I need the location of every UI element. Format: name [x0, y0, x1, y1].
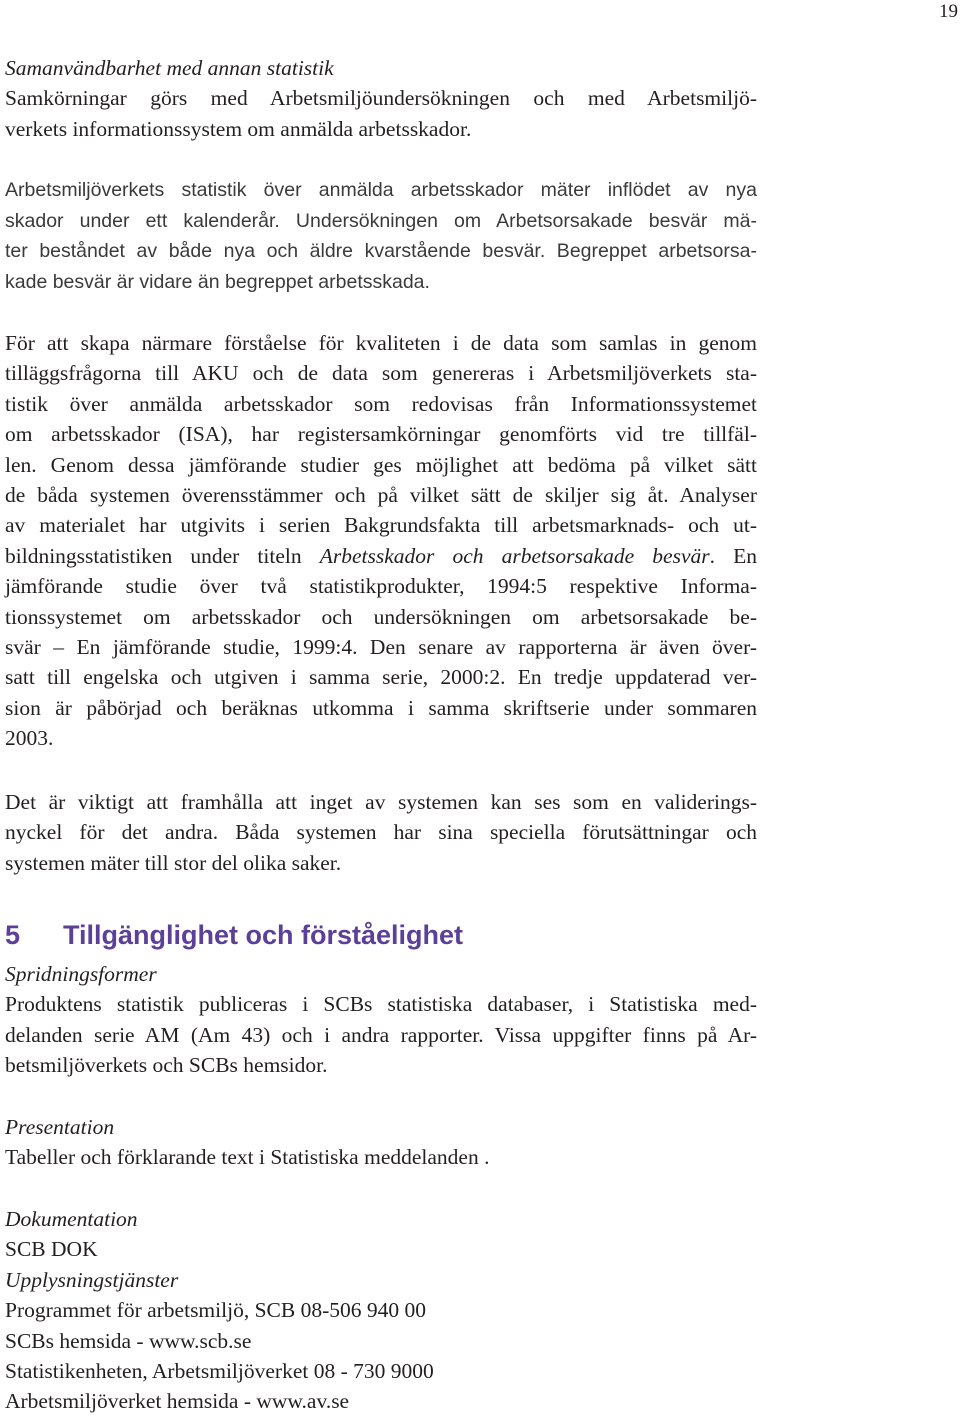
text-line: delanden serie AM (Am 43) och i andra rapporter. Vissa uppgifter finns på Ar- [5, 1022, 757, 1047]
text-line: tistik över anmälda arbetsskador som redovisas från Informationssystemet [5, 391, 757, 416]
text-line: SCB DOK [5, 1237, 98, 1262]
section-spridningsformer [5, 959, 757, 1081]
text-line: Arbetsmiljöverkets statistik över anmälda arbetsskador mäter inflödet av nya [5, 179, 757, 201]
subheading-dokumentation: Dokumentation [5, 1207, 138, 1231]
text-line: svär – En jämförande studie, 1999:4. Den senare av rapporterna är även över- [5, 634, 757, 659]
contact-line: SCBs hemsida - www.scb.se [5, 1328, 252, 1353]
text-line: tionssystemet om arbetsskador och undersökningen om arbetsorsakade be- [5, 604, 757, 629]
subheading-samanvandbarhet: Samanvändbarhet med annan statistik [5, 56, 334, 80]
text-line: av materialet har utgivits i serien Bakgrundsfakta till arbetsmarknads- och ut- [5, 513, 757, 538]
section-samanvandbarhet [5, 53, 757, 144]
text-line: len. Genom dessa jämförande studier ges möjlighet att bedöma på vilket sätt [5, 452, 757, 477]
text-segment: bildningsstatistiken under titeln [5, 543, 320, 568]
text-line: tilläggsfrågorna till AKU och de data som genereras i Arbetsmiljöverkets sta- [5, 361, 757, 386]
text-line: satt till engelska och utgiven i samma serie, 2000:2. En tredje uppdaterad ver- [5, 665, 757, 690]
contact-line: Arbetsmiljöverket hemsida - www.av.se [5, 1389, 350, 1414]
text-line: om arbetsskador (ISA), har registersamkörningar genomförts vid tre tillfäl- [5, 422, 757, 447]
text-line: Produktens statistik publiceras i SCBs statistiska databaser, i Statistiska med- [5, 992, 757, 1017]
text-line: Det är viktigt att framhålla att inget av systemen kan ses som en validerings- [5, 790, 757, 814]
section-number: 5 [5, 920, 21, 950]
subheading-spridningsformer: Spridningsformer [5, 962, 157, 986]
text-line: systemen mäter till stor del olika saker. [5, 850, 342, 875]
page-number: 19 [939, 1, 958, 22]
paragraph-forstaelse [5, 328, 757, 753]
section-heading [5, 917, 463, 953]
contact-line: Programmet för arbetsmiljö, SCB 08-506 940 00 [5, 1298, 427, 1323]
text-line: jämförande studie över två statistikprodukter, 1994:5 respektive Informa- [5, 574, 757, 599]
text-line: kade besvär är vidare än begreppet arbetsskada. [5, 270, 430, 293]
report-title: Arbetsskador och arbetsorsakade besvär [319, 543, 710, 568]
section-dokumentation [5, 1204, 757, 1417]
subheading-presentation: Presentation [5, 1115, 115, 1139]
text-line: Tabeller och förklarande text i Statistiska meddelanden . [5, 1145, 490, 1170]
text-line: betsmiljöverkets och SCBs hemsidor. [5, 1053, 328, 1078]
text-segment: . En [709, 543, 757, 568]
section-title: Tillgänglighet och förståelighet [63, 920, 464, 950]
paragraph-viktigt [5, 787, 757, 878]
contact-line: Statistikenheten, Arbetsmiljöverket 08 - 730 9000 [5, 1358, 434, 1383]
text-line: ter beståndet av både nya och äldre kvarstående besvär. Begreppet arbetsorsa- [5, 240, 757, 263]
text-line: sion är påbörjad och beräknas utkomma i samma skriftserie under sommaren [5, 695, 757, 720]
text-line [5, 541, 757, 571]
subheading-upplysningstjanster: Upplysningstjänster [5, 1267, 179, 1292]
text-line: nyckel för det andra. Båda systemen har sina speciella förutsättningar och [5, 820, 757, 845]
text-line: verkets informationssystem om anmälda arbetsskador. [5, 116, 472, 141]
text-line: de båda systemen överensstämmer och på vilket sätt de skiljer sig åt. Analyser [5, 482, 757, 507]
text-line: För att skapa närmare förståelse för kvaliteten i de data som samlas in genom [5, 331, 757, 355]
section-presentation [5, 1112, 757, 1173]
paragraph-inflode [5, 175, 757, 297]
text-line: 2003. [5, 726, 54, 751]
text-line: skador under ett kalenderår. Undersökningen om Arbetsorsakade besvär mä- [5, 209, 757, 232]
text-line: Samkörningar görs med Arbetsmiljöundersökningen och med Arbetsmiljö- [5, 86, 757, 111]
